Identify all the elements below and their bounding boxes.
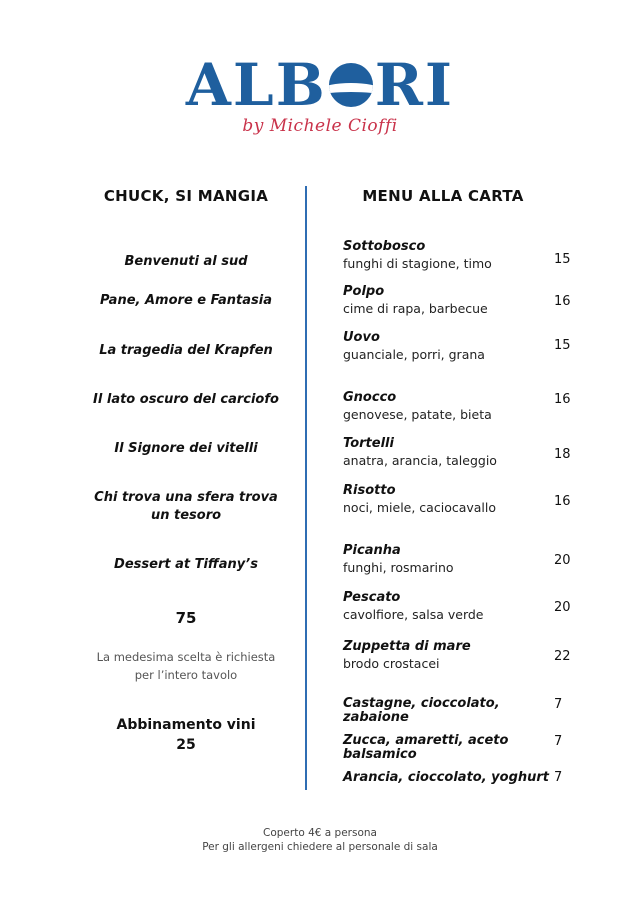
- dish-name: Gnocco: [343, 390, 397, 405]
- dish-name: Zuppetta di mare: [343, 639, 471, 654]
- dish-name: Pescato: [343, 590, 401, 605]
- wine-pairing-label: Abbinamento vini: [116, 717, 256, 733]
- course-item: Il Signore dei vitelli: [114, 441, 258, 456]
- dish-name: Risotto: [343, 483, 396, 498]
- logo-word-end: RI: [374, 51, 455, 119]
- dish-item: [343, 543, 573, 577]
- dessert-price: 7: [554, 697, 563, 712]
- dish-description: funghi, rosmarino: [343, 560, 454, 575]
- dish-name: Tortelli: [343, 436, 394, 451]
- tasting-menu-title: CHUCK, SI MANGIA: [103, 187, 269, 205]
- menu-footer: [0, 826, 640, 854]
- dish-description: brodo crostacei: [343, 656, 440, 671]
- dessert-price: 7: [554, 770, 563, 785]
- logo-wordmark: [185, 51, 455, 119]
- dish-price: 18: [554, 447, 571, 462]
- dish-name: Sottobosco: [343, 239, 426, 254]
- tasting-menu-price: 75: [175, 609, 197, 627]
- dish-price: 22: [554, 649, 571, 664]
- dish-item: [343, 284, 573, 318]
- dish-description: anatra, arancia, taleggio: [343, 453, 497, 468]
- table-note: La medesima scelta è richiesta per l’intero tavolo: [96, 650, 276, 682]
- logo-signature: by Michele Cioffi: [242, 116, 398, 136]
- allergen-note: Per gli allergeni chiedere al personale di sala: [202, 841, 438, 853]
- dish-item: [343, 330, 573, 364]
- dish-price: 15: [554, 338, 571, 353]
- dish-description: funghi di stagione, timo: [343, 256, 492, 271]
- dish-price: 20: [554, 553, 571, 568]
- dish-item: [343, 639, 573, 673]
- dish-item: [343, 483, 573, 517]
- course-item: Pane, Amore e Fantasia: [99, 293, 272, 308]
- dish-price: 16: [554, 294, 571, 309]
- course-item: Chi trova una sfera trova un tesoro: [94, 490, 278, 523]
- dish-item: [343, 436, 573, 470]
- dessert-name: Arancia, cioccolato, yoghurt: [343, 770, 550, 785]
- dish-name: Uovo: [343, 330, 380, 345]
- column-divider: [305, 186, 307, 790]
- cover-charge-note: Coperto 4€ a persona: [263, 827, 377, 839]
- dessert-name: Zucca, amaretti, aceto balsamico: [343, 733, 509, 762]
- dish-price: 20: [554, 600, 571, 615]
- dish-name: Picanha: [343, 543, 401, 558]
- restaurant-logo: [0, 51, 640, 136]
- dish-price: 15: [554, 252, 571, 267]
- wine-pairing-price: 25: [176, 737, 196, 753]
- dish-description: cime di rapa, barbecue: [343, 301, 488, 316]
- dessert-price: 7: [554, 734, 563, 749]
- dessert-name: Castagne, cioccolato, zabaione: [343, 696, 500, 725]
- course-item: Il lato oscuro del carciofo: [93, 392, 279, 407]
- dish-name: Polpo: [343, 284, 385, 299]
- dish-item: [343, 390, 573, 424]
- carte-menu-title: MENU ALLA CARTA: [362, 187, 524, 205]
- course-item: La tragedia del Krapfen: [99, 343, 273, 358]
- dish-description: genovese, patate, bieta: [343, 407, 492, 422]
- dish-description: noci, miele, caciocavallo: [343, 500, 497, 515]
- dish-price: 16: [554, 494, 571, 509]
- course-item: Dessert at Tiffany’s: [114, 557, 258, 572]
- dish-price: 16: [554, 392, 571, 407]
- dish-description: guanciale, porri, grana: [343, 347, 485, 362]
- course-item: Benvenuti al sud: [124, 254, 248, 269]
- dish-item: [343, 590, 573, 624]
- dish-item: [343, 239, 573, 273]
- dish-description: cavolfiore, salsa verde: [343, 607, 484, 622]
- wave-o-icon: [329, 63, 373, 107]
- logo-word-start: ALB: [185, 51, 327, 119]
